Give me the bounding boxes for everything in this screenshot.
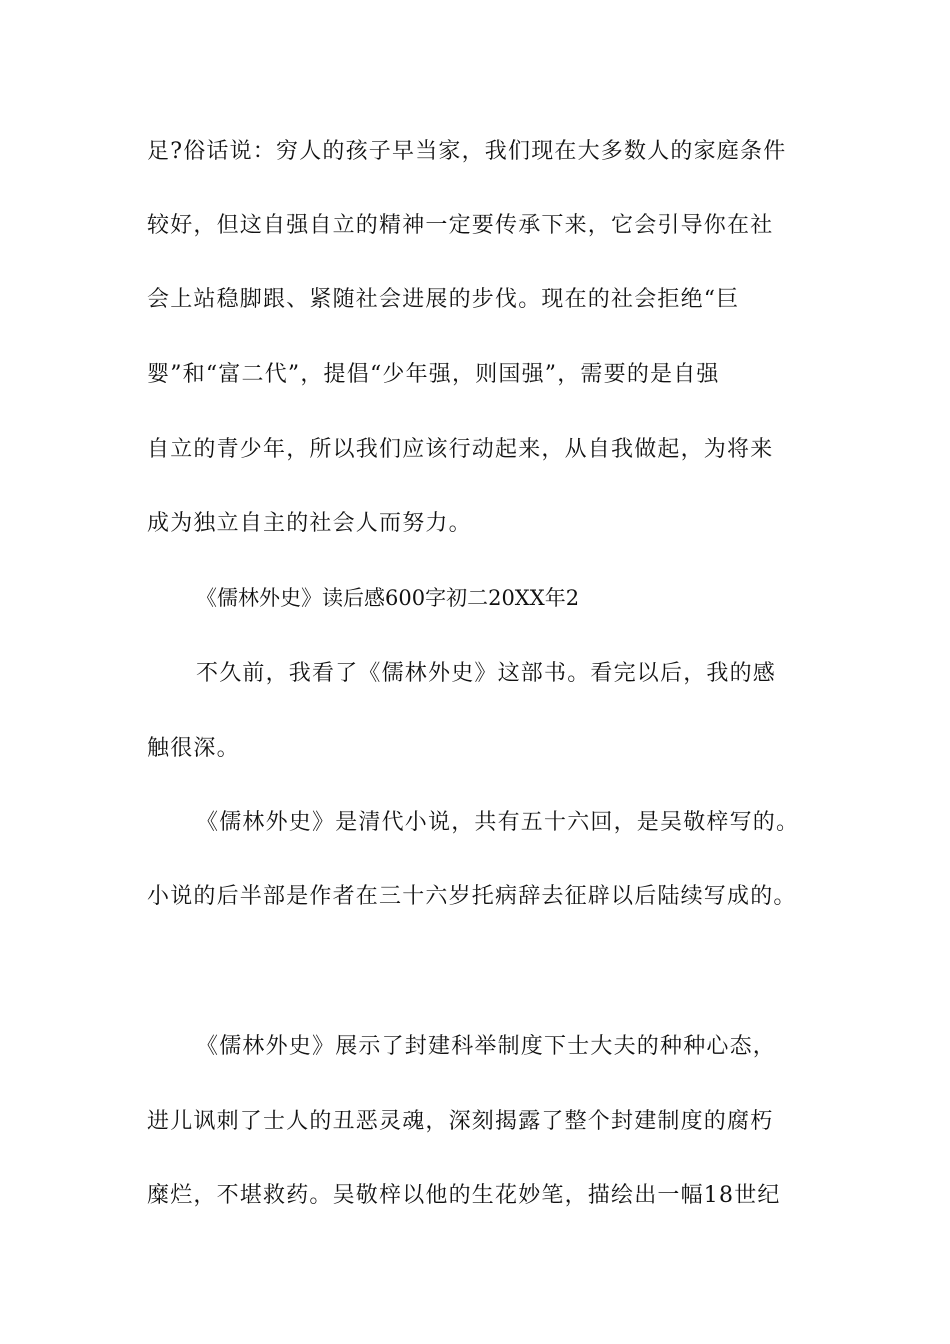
paragraph-line: 较好，但这自强自立的精神一定要传承下来，它会引导你在社	[147, 213, 774, 238]
paragraph-line: 触很深。	[147, 736, 240, 761]
paragraph-line: 小说的后半部是作者在三十六岁托病辞去征辟以后陆续写成的。	[147, 884, 797, 909]
section-heading: 《儒林外史》读后感600字初二20XX年2	[196, 586, 580, 610]
paragraph-line: 婴”和“富二代”，提倡“少年强，则国强”，需要的是自强	[147, 362, 720, 387]
paragraph-line: 足?俗话说：穷人的孩子早当家，我们现在大多数人的家庭条件	[147, 139, 787, 164]
paragraph-line: 自立的青少年，所以我们应该行动起来，从自我做起，为将来	[147, 437, 774, 462]
paragraph-line: 不久前，我看了《儒林外史》这部书。看完以后，我的感	[196, 661, 777, 686]
paragraph-line: 进儿讽刺了士人的丑恶灵魂，深刻揭露了整个封建制度的腐朽	[147, 1109, 774, 1134]
paragraph-line: 会上站稳脚跟、紧随社会进展的步伐。现在的社会拒绝“巨	[147, 287, 740, 312]
paragraph-line: 糜烂，不堪救药。吴敬梓以他的生花妙笔，描绘出一幅18世纪	[147, 1183, 781, 1208]
paragraph-line: 《儒林外史》是清代小说，共有五十六回，是吴敬梓写的。	[196, 810, 800, 835]
paragraph-line: 《儒林外史》展示了封建科举制度下士大夫的种种心态，	[196, 1034, 777, 1059]
paragraph-line: 成为独立自主的社会人而努力。	[147, 511, 472, 536]
